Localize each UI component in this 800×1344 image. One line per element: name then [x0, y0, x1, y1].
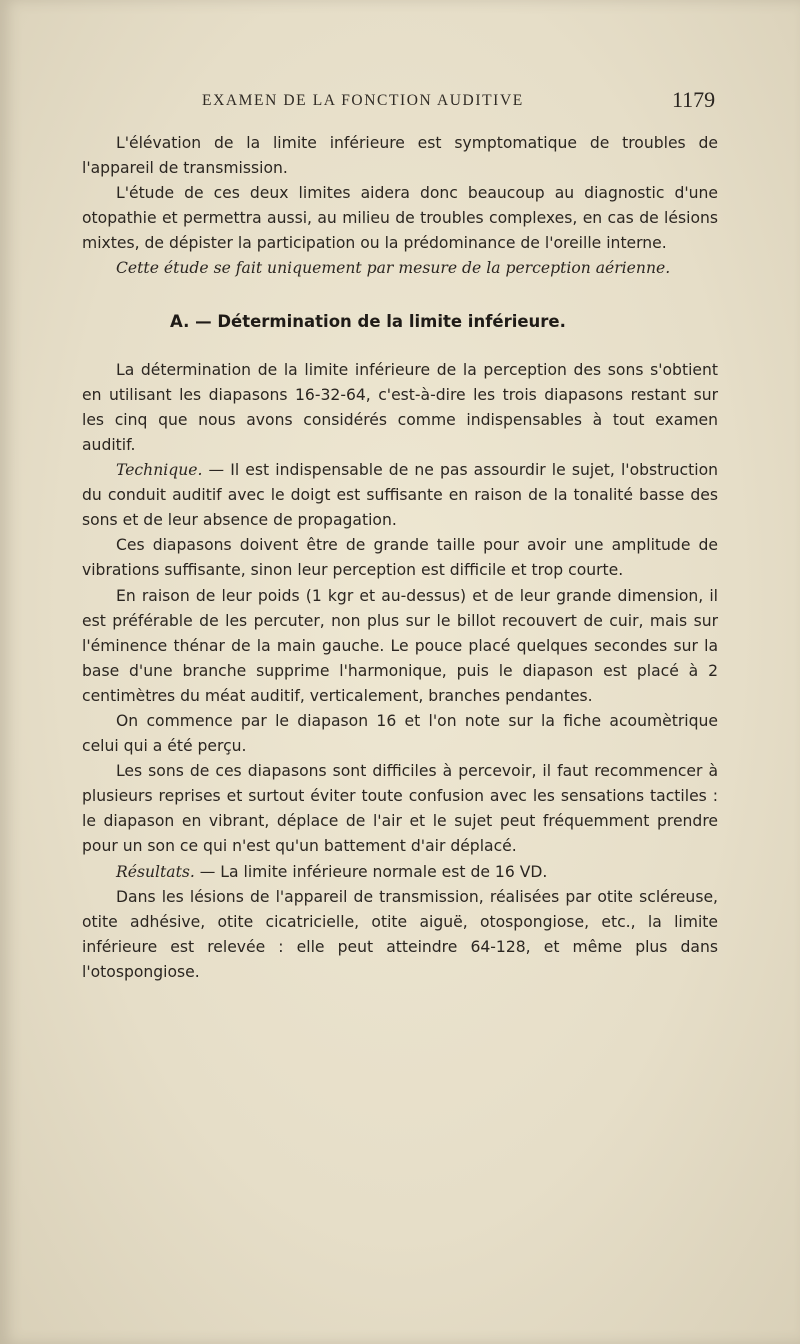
paragraph-10-text: — La limite inférieure normale est de 16 VD. — [194, 862, 548, 881]
paragraph-5 — [82, 458, 718, 533]
running-title: EXAMEN DE LA FONCTION AUDITIVE — [202, 92, 524, 109]
body-text — [82, 131, 718, 985]
section-heading: A. — Détermination de la limite inférieure. — [170, 311, 566, 331]
paragraph-4: La détermination de la limite inférieure de la perception des sons s'obtient en utilisant les diapasons 16-32-64, c'est-à-dire les trois diapasons restant sur les cinq que nous avons considérés comme indispensables à tout examen auditif. — [82, 360, 718, 454]
paragraph-5-text: — Il est indispensable de ne pas assourdir le sujet, l'obstruction du conduit auditif avec le doigt est suffisante en raison de la tonalité basse des sons et de leur absence de propagation. — [82, 461, 718, 530]
technique-label: Technique. — [116, 461, 203, 480]
paragraph-8: On commence par le diapason 16 et l'on note sur la fiche acoumètrique celui qui a été perçu. — [82, 711, 718, 756]
resultats-label: Résultats. — [116, 862, 195, 881]
paragraph-7: En raison de leur poids (1 kgr et au-dessus) et de leur grande dimension, il est préférable de les percuter, non plus sur le billot recouvert de cuir, mais sur l'éminence thénar de la main gauche. Le pouce placé quelques secondes sur la base d'une branche supprime l'harmonique, puis le diapason est placé à 2 centimètres du méat auditif, verticalement, branches pendantes. — [82, 586, 718, 705]
paragraph-3: Cette étude se fait uniquement par mesure de la perception aérienne. — [116, 259, 671, 278]
paragraph-1: L'élévation de la limite inférieure est symptomatique de troubles de l'appareil de transmission. — [82, 134, 718, 178]
page-number: 1179 — [672, 87, 716, 112]
paragraph-2: L'étude de ces deux limites aidera donc beaucoup au diagnostic d'une otopathie et permettra aussi, au milieu de troubles complexes, en cas de lésions mixtes, de dépister la participation ou la prédominance de l'oreille interne. — [82, 184, 718, 253]
paragraph-10 — [82, 860, 718, 885]
paragraph-11: Dans les lésions de l'appareil de transmission, réalisées par otite scléreuse, otite adhésive, otite cicatricielle, otite aiguë, otospongiose, etc., la limite inférieure est relevée : elle peut atteindre 64-128, et même plus dans l'otospongiose. — [82, 887, 718, 981]
paragraph-9: Les sons de ces diapasons sont difficiles à percevoir, il faut recommencer à plusieurs reprises et surtout éviter toute confusion avec les sensations tactiles : le diapason en vibrant, déplace de l'air et le sujet peut fréquemment prendre pour un son ce qui n'est qu'un battement d'air déplacé. — [82, 762, 718, 856]
page-header — [0, 86, 800, 116]
paragraph-6: Ces diapasons doivent être de grande taille pour avoir une amplitude de vibrations suffisante, sinon leur perception est difficile et trop courte. — [82, 536, 718, 580]
